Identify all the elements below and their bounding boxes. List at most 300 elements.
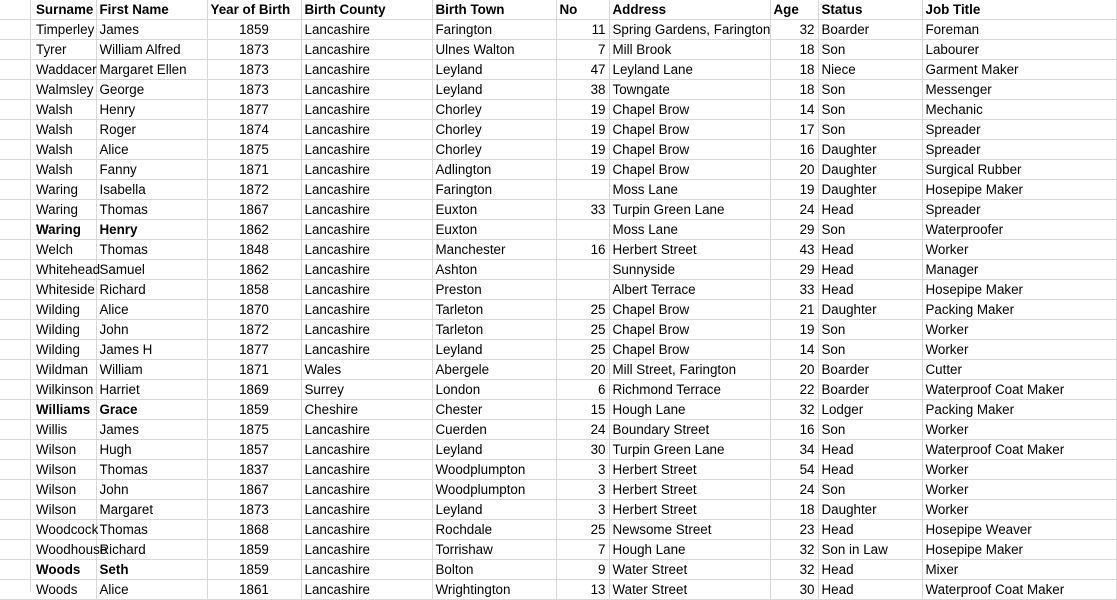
cell-no[interactable]: 6	[556, 380, 609, 400]
cell-address[interactable]: Chapel Brow	[609, 300, 770, 320]
cell-age[interactable]: 32	[770, 400, 818, 420]
cell-age[interactable]: 24	[770, 200, 818, 220]
cell-address[interactable]: Richmond Terrace	[609, 380, 770, 400]
cell-job-title[interactable]: Surgical Rubber	[922, 160, 1116, 180]
cell-year-of-birth[interactable]: 1859	[207, 20, 301, 40]
cell-surname[interactable]: Whitehead	[0, 260, 96, 280]
cell-age[interactable]: 20	[770, 360, 818, 380]
cell-address[interactable]: Moss Lane	[609, 180, 770, 200]
cell-no[interactable]: 3	[556, 460, 609, 480]
cell-job-title[interactable]: Hosepipe Maker	[922, 540, 1116, 560]
cell-age[interactable]: 54	[770, 460, 818, 480]
cell-first-name[interactable]: Thomas	[96, 240, 207, 260]
cell-no[interactable]: 25	[556, 300, 609, 320]
cell-birth-town[interactable]: Leyland	[432, 80, 556, 100]
cell-surname[interactable]: Wilson	[0, 500, 96, 520]
cell-job-title[interactable]: Worker	[922, 240, 1116, 260]
cell-first-name[interactable]: Richard	[96, 540, 207, 560]
cell-status[interactable]: Son	[818, 80, 922, 100]
cell-no[interactable]: 25	[556, 340, 609, 360]
cell-no[interactable]	[556, 220, 609, 240]
cell-age[interactable]: 20	[770, 160, 818, 180]
cell-surname[interactable]: Wilson	[0, 480, 96, 500]
cell-birth-town[interactable]: Woodplumpton	[432, 460, 556, 480]
cell-no[interactable]: 7	[556, 40, 609, 60]
cell-birth-town[interactable]: Bolton	[432, 560, 556, 580]
cell-no[interactable]: 3	[556, 480, 609, 500]
cell-address[interactable]: Herbert Street	[609, 240, 770, 260]
header-birth-town[interactable]: Birth Town	[432, 0, 556, 20]
cell-job-title[interactable]: Hosepipe Weaver	[922, 520, 1116, 540]
cell-surname[interactable]: Waddacer	[0, 60, 96, 80]
cell-status[interactable]: Son	[818, 120, 922, 140]
cell-no[interactable]: 13	[556, 580, 609, 600]
cell-address[interactable]: Leyland Lane	[609, 60, 770, 80]
cell-address[interactable]: Turpin Green Lane	[609, 440, 770, 460]
cell-job-title[interactable]: Messenger	[922, 80, 1116, 100]
cell-surname[interactable]: Walsh	[0, 160, 96, 180]
cell-year-of-birth[interactable]: 1877	[207, 340, 301, 360]
cell-first-name[interactable]: Henry	[96, 100, 207, 120]
cell-job-title[interactable]: Worker	[922, 420, 1116, 440]
cell-status[interactable]: Head	[818, 580, 922, 600]
cell-status[interactable]: Daughter	[818, 500, 922, 520]
cell-first-name[interactable]: Alice	[96, 580, 207, 600]
cell-birth-town[interactable]: Farington	[432, 180, 556, 200]
cell-job-title[interactable]: Labourer	[922, 40, 1116, 60]
cell-job-title[interactable]: Garment Maker	[922, 60, 1116, 80]
cell-surname[interactable]: Williams	[0, 400, 96, 420]
cell-status[interactable]: Head	[818, 260, 922, 280]
cell-year-of-birth[interactable]: 1861	[207, 580, 301, 600]
cell-birth-county[interactable]: Lancashire	[301, 460, 432, 480]
cell-status[interactable]: Head	[818, 440, 922, 460]
cell-first-name[interactable]: Alice	[96, 300, 207, 320]
cell-address[interactable]: Albert Terrace	[609, 280, 770, 300]
cell-address[interactable]: Herbert Street	[609, 460, 770, 480]
cell-age[interactable]: 18	[770, 500, 818, 520]
cell-no[interactable]: 47	[556, 60, 609, 80]
cell-year-of-birth[interactable]: 1868	[207, 520, 301, 540]
cell-age[interactable]: 29	[770, 220, 818, 240]
cell-job-title[interactable]: Manager	[922, 260, 1116, 280]
cell-no[interactable]	[556, 280, 609, 300]
cell-job-title[interactable]: Spreader	[922, 140, 1116, 160]
cell-surname[interactable]: Wildman	[0, 360, 96, 380]
cell-no[interactable]: 25	[556, 320, 609, 340]
cell-address[interactable]: Hough Lane	[609, 400, 770, 420]
cell-status[interactable]: Son	[818, 480, 922, 500]
cell-birth-town[interactable]: Tarleton	[432, 300, 556, 320]
cell-birth-county[interactable]: Lancashire	[301, 320, 432, 340]
header-no[interactable]: No	[556, 0, 609, 20]
cell-job-title[interactable]: Worker	[922, 460, 1116, 480]
cell-surname[interactable]: Waring	[0, 200, 96, 220]
cell-surname[interactable]: Waring	[0, 220, 96, 240]
cell-age[interactable]: 24	[770, 480, 818, 500]
cell-job-title[interactable]: Waterproofer	[922, 220, 1116, 240]
cell-age[interactable]: 22	[770, 380, 818, 400]
cell-age[interactable]: 19	[770, 180, 818, 200]
header-age[interactable]: Age	[770, 0, 818, 20]
cell-year-of-birth[interactable]: 1869	[207, 380, 301, 400]
cell-birth-town[interactable]: Chorley	[432, 100, 556, 120]
cell-job-title[interactable]: Hosepipe Maker	[922, 280, 1116, 300]
cell-year-of-birth[interactable]: 1859	[207, 560, 301, 580]
cell-surname[interactable]: Woods	[0, 580, 96, 600]
cell-status[interactable]: Head	[818, 280, 922, 300]
cell-birth-town[interactable]: Wrightington	[432, 580, 556, 600]
cell-job-title[interactable]: Worker	[922, 500, 1116, 520]
cell-birth-county[interactable]: Lancashire	[301, 40, 432, 60]
cell-status[interactable]: Son	[818, 40, 922, 60]
cell-age[interactable]: 17	[770, 120, 818, 140]
cell-surname[interactable]: Walsh	[0, 100, 96, 120]
cell-birth-town[interactable]: Ulnes Walton	[432, 40, 556, 60]
cell-surname[interactable]: Welch	[0, 240, 96, 260]
cell-status[interactable]: Head	[818, 240, 922, 260]
cell-age[interactable]: 21	[770, 300, 818, 320]
cell-status[interactable]: Son	[818, 420, 922, 440]
cell-birth-town[interactable]: Woodplumpton	[432, 480, 556, 500]
cell-first-name[interactable]: Fanny	[96, 160, 207, 180]
cell-birth-town[interactable]: London	[432, 380, 556, 400]
cell-age[interactable]: 32	[770, 20, 818, 40]
cell-birth-county[interactable]: Lancashire	[301, 240, 432, 260]
cell-birth-county[interactable]: Lancashire	[301, 300, 432, 320]
header-first-name[interactable]: First Name	[96, 0, 207, 20]
cell-address[interactable]: Turpin Green Lane	[609, 200, 770, 220]
cell-status[interactable]: Son	[818, 320, 922, 340]
cell-first-name[interactable]: Hugh	[96, 440, 207, 460]
header-year-of-birth[interactable]: Year of Birth	[207, 0, 301, 20]
cell-address[interactable]: Chapel Brow	[609, 160, 770, 180]
cell-address[interactable]: Moss Lane	[609, 220, 770, 240]
cell-surname[interactable]: Woods	[0, 560, 96, 580]
cell-status[interactable]: Son in Law	[818, 540, 922, 560]
cell-address[interactable]: Mill Street, Farington	[609, 360, 770, 380]
cell-job-title[interactable]: Mechanic	[922, 100, 1116, 120]
cell-birth-town[interactable]: Farington	[432, 20, 556, 40]
cell-status[interactable]: Head	[818, 520, 922, 540]
cell-surname[interactable]: Woodhouse	[0, 540, 96, 560]
cell-surname[interactable]: Wilson	[0, 440, 96, 460]
cell-job-title[interactable]: Packing Maker	[922, 400, 1116, 420]
cell-year-of-birth[interactable]: 1867	[207, 200, 301, 220]
cell-surname[interactable]: Walsh	[0, 140, 96, 160]
cell-no[interactable]	[556, 260, 609, 280]
cell-job-title[interactable]: Waterproof Coat Maker	[922, 440, 1116, 460]
cell-address[interactable]: Hough Lane	[609, 540, 770, 560]
cell-age[interactable]: 16	[770, 420, 818, 440]
cell-year-of-birth[interactable]: 1873	[207, 80, 301, 100]
cell-first-name[interactable]: James	[96, 420, 207, 440]
header-status[interactable]: Status	[818, 0, 922, 20]
cell-no[interactable]: 33	[556, 200, 609, 220]
cell-address[interactable]: Boundary Street	[609, 420, 770, 440]
cell-status[interactable]: Head	[818, 200, 922, 220]
cell-age[interactable]: 23	[770, 520, 818, 540]
cell-birth-county[interactable]: Lancashire	[301, 580, 432, 600]
cell-surname[interactable]: Walmsley	[0, 80, 96, 100]
cell-job-title[interactable]: Worker	[922, 480, 1116, 500]
cell-year-of-birth[interactable]: 1837	[207, 460, 301, 480]
cell-age[interactable]: 43	[770, 240, 818, 260]
cell-first-name[interactable]: Thomas	[96, 200, 207, 220]
cell-status[interactable]: Head	[818, 460, 922, 480]
cell-no[interactable]: 19	[556, 100, 609, 120]
cell-first-name[interactable]: Thomas	[96, 460, 207, 480]
cell-address[interactable]: Newsome Street	[609, 520, 770, 540]
cell-birth-county[interactable]: Lancashire	[301, 100, 432, 120]
cell-address[interactable]: Water Street	[609, 560, 770, 580]
cell-status[interactable]: Niece	[818, 60, 922, 80]
cell-birth-county[interactable]: Surrey	[301, 380, 432, 400]
cell-birth-county[interactable]: Lancashire	[301, 220, 432, 240]
cell-birth-town[interactable]: Torrishaw	[432, 540, 556, 560]
cell-surname[interactable]: Wilkinson	[0, 380, 96, 400]
cell-no[interactable]: 30	[556, 440, 609, 460]
cell-year-of-birth[interactable]: 1874	[207, 120, 301, 140]
cell-no[interactable]: 16	[556, 240, 609, 260]
cell-year-of-birth[interactable]: 1867	[207, 480, 301, 500]
cell-first-name[interactable]: Samuel	[96, 260, 207, 280]
cell-no[interactable]: 24	[556, 420, 609, 440]
cell-surname[interactable]: Wilding	[0, 340, 96, 360]
cell-birth-town[interactable]: Adlington	[432, 160, 556, 180]
cell-birth-town[interactable]: Euxton	[432, 220, 556, 240]
cell-status[interactable]: Daughter	[818, 180, 922, 200]
cell-no[interactable]: 25	[556, 520, 609, 540]
cell-no[interactable]: 11	[556, 20, 609, 40]
cell-birth-county[interactable]: Lancashire	[301, 160, 432, 180]
header-job-title[interactable]: Job Title	[922, 0, 1116, 20]
cell-birth-county[interactable]: Lancashire	[301, 280, 432, 300]
cell-status[interactable]: Lodger	[818, 400, 922, 420]
cell-address[interactable]: Spring Gardens, Farington	[609, 20, 770, 40]
cell-year-of-birth[interactable]: 1857	[207, 440, 301, 460]
cell-surname[interactable]: Timperley	[0, 20, 96, 40]
cell-birth-county[interactable]: Lancashire	[301, 200, 432, 220]
cell-birth-county[interactable]: Lancashire	[301, 20, 432, 40]
cell-first-name[interactable]: Margaret	[96, 500, 207, 520]
cell-age[interactable]: 29	[770, 260, 818, 280]
cell-birth-county[interactable]: Wales	[301, 360, 432, 380]
cell-no[interactable]: 19	[556, 140, 609, 160]
cell-first-name[interactable]: James	[96, 20, 207, 40]
cell-job-title[interactable]: Worker	[922, 320, 1116, 340]
cell-year-of-birth[interactable]: 1862	[207, 220, 301, 240]
cell-address[interactable]: Chapel Brow	[609, 340, 770, 360]
cell-no[interactable]: 9	[556, 560, 609, 580]
cell-year-of-birth[interactable]: 1872	[207, 320, 301, 340]
cell-birth-county[interactable]: Lancashire	[301, 520, 432, 540]
cell-birth-town[interactable]: Leyland	[432, 340, 556, 360]
cell-birth-town[interactable]: Abergele	[432, 360, 556, 380]
cell-first-name[interactable]: William	[96, 360, 207, 380]
cell-age[interactable]: 34	[770, 440, 818, 460]
cell-first-name[interactable]: John	[96, 480, 207, 500]
cell-status[interactable]: Boarder	[818, 20, 922, 40]
cell-status[interactable]: Boarder	[818, 380, 922, 400]
cell-no[interactable]: 3	[556, 500, 609, 520]
cell-year-of-birth[interactable]: 1862	[207, 260, 301, 280]
cell-birth-town[interactable]: Leyland	[432, 440, 556, 460]
cell-birth-town[interactable]: Cuerden	[432, 420, 556, 440]
cell-address[interactable]: Chapel Brow	[609, 320, 770, 340]
cell-status[interactable]: Daughter	[818, 140, 922, 160]
cell-birth-county[interactable]: Lancashire	[301, 420, 432, 440]
cell-birth-county[interactable]: Lancashire	[301, 480, 432, 500]
cell-birth-county[interactable]: Lancashire	[301, 60, 432, 80]
cell-birth-town[interactable]: Tarleton	[432, 320, 556, 340]
cell-address[interactable]: Towngate	[609, 80, 770, 100]
cell-job-title[interactable]: Waterproof Coat Maker	[922, 380, 1116, 400]
cell-no[interactable]: 38	[556, 80, 609, 100]
cell-status[interactable]: Daughter	[818, 300, 922, 320]
cell-year-of-birth[interactable]: 1859	[207, 540, 301, 560]
cell-first-name[interactable]: Richard	[96, 280, 207, 300]
cell-status[interactable]: Head	[818, 560, 922, 580]
cell-first-name[interactable]: Grace	[96, 400, 207, 420]
cell-birth-county[interactable]: Lancashire	[301, 560, 432, 580]
cell-surname[interactable]: Wilson	[0, 460, 96, 480]
cell-address[interactable]: Water Street	[609, 580, 770, 600]
cell-surname[interactable]: Wilding	[0, 320, 96, 340]
cell-first-name[interactable]: Henry	[96, 220, 207, 240]
cell-age[interactable]: 30	[770, 580, 818, 600]
cell-first-name[interactable]: Harriet	[96, 380, 207, 400]
cell-birth-county[interactable]: Cheshire	[301, 400, 432, 420]
cell-job-title[interactable]: Cutter	[922, 360, 1116, 380]
cell-first-name[interactable]: George	[96, 80, 207, 100]
cell-year-of-birth[interactable]: 1871	[207, 360, 301, 380]
cell-first-name[interactable]: Thomas	[96, 520, 207, 540]
cell-birth-county[interactable]: Lancashire	[301, 80, 432, 100]
cell-year-of-birth[interactable]: 1873	[207, 60, 301, 80]
cell-age[interactable]: 33	[770, 280, 818, 300]
cell-address[interactable]: Mill Brook	[609, 40, 770, 60]
cell-birth-county[interactable]: Lancashire	[301, 140, 432, 160]
cell-no[interactable]	[556, 180, 609, 200]
cell-status[interactable]: Son	[818, 220, 922, 240]
cell-birth-town[interactable]: Chorley	[432, 120, 556, 140]
header-address[interactable]: Address	[609, 0, 770, 20]
cell-address[interactable]: Chapel Brow	[609, 100, 770, 120]
cell-first-name[interactable]: William Alfred	[96, 40, 207, 60]
cell-job-title[interactable]: Spreader	[922, 120, 1116, 140]
cell-year-of-birth[interactable]: 1871	[207, 160, 301, 180]
cell-no[interactable]: 19	[556, 120, 609, 140]
cell-birth-town[interactable]: Chester	[432, 400, 556, 420]
cell-year-of-birth[interactable]: 1873	[207, 500, 301, 520]
cell-no[interactable]: 15	[556, 400, 609, 420]
cell-job-title[interactable]: Waterproof Coat Maker	[922, 580, 1116, 600]
cell-surname[interactable]: Tyrer	[0, 40, 96, 60]
cell-birth-town[interactable]: Preston	[432, 280, 556, 300]
cell-job-title[interactable]: Spreader	[922, 200, 1116, 220]
cell-first-name[interactable]: Isabella	[96, 180, 207, 200]
cell-birth-county[interactable]: Lancashire	[301, 260, 432, 280]
cell-year-of-birth[interactable]: 1859	[207, 400, 301, 420]
cell-first-name[interactable]: Seth	[96, 560, 207, 580]
cell-birth-town[interactable]: Leyland	[432, 500, 556, 520]
cell-no[interactable]: 19	[556, 160, 609, 180]
cell-address[interactable]: Chapel Brow	[609, 140, 770, 160]
cell-first-name[interactable]: Margaret Ellen	[96, 60, 207, 80]
cell-year-of-birth[interactable]: 1873	[207, 40, 301, 60]
cell-surname[interactable]: Willis	[0, 420, 96, 440]
cell-no[interactable]: 7	[556, 540, 609, 560]
cell-birth-town[interactable]: Chorley	[432, 140, 556, 160]
cell-age[interactable]: 16	[770, 140, 818, 160]
cell-birth-county[interactable]: Lancashire	[301, 440, 432, 460]
cell-year-of-birth[interactable]: 1872	[207, 180, 301, 200]
cell-surname[interactable]: Walsh	[0, 120, 96, 140]
cell-age[interactable]: 14	[770, 100, 818, 120]
cell-job-title[interactable]: Mixer	[922, 560, 1116, 580]
cell-address[interactable]: Herbert Street	[609, 500, 770, 520]
cell-first-name[interactable]: Alice	[96, 140, 207, 160]
cell-job-title[interactable]: Hosepipe Maker	[922, 180, 1116, 200]
header-surname[interactable]: Surname	[0, 0, 96, 20]
cell-address[interactable]: Sunnyside	[609, 260, 770, 280]
cell-birth-town[interactable]: Rochdale	[432, 520, 556, 540]
cell-first-name[interactable]: John	[96, 320, 207, 340]
cell-status[interactable]: Son	[818, 100, 922, 120]
cell-status[interactable]: Boarder	[818, 360, 922, 380]
cell-status[interactable]: Daughter	[818, 160, 922, 180]
cell-birth-town[interactable]: Euxton	[432, 200, 556, 220]
cell-birth-county[interactable]: Lancashire	[301, 540, 432, 560]
cell-age[interactable]: 32	[770, 540, 818, 560]
cell-age[interactable]: 19	[770, 320, 818, 340]
cell-birth-town[interactable]: Ashton	[432, 260, 556, 280]
cell-birth-county[interactable]: Lancashire	[301, 120, 432, 140]
cell-birth-county[interactable]: Lancashire	[301, 500, 432, 520]
cell-year-of-birth[interactable]: 1870	[207, 300, 301, 320]
cell-birth-town[interactable]: Manchester	[432, 240, 556, 260]
cell-job-title[interactable]: Foreman	[922, 20, 1116, 40]
cell-year-of-birth[interactable]: 1848	[207, 240, 301, 260]
cell-age[interactable]: 14	[770, 340, 818, 360]
cell-no[interactable]: 20	[556, 360, 609, 380]
cell-surname[interactable]: Waring	[0, 180, 96, 200]
cell-address[interactable]: Herbert Street	[609, 480, 770, 500]
cell-age[interactable]: 18	[770, 80, 818, 100]
cell-age[interactable]: 18	[770, 40, 818, 60]
cell-age[interactable]: 32	[770, 560, 818, 580]
cell-year-of-birth[interactable]: 1858	[207, 280, 301, 300]
cell-job-title[interactable]: Packing Maker	[922, 300, 1116, 320]
cell-birth-county[interactable]: Lancashire	[301, 180, 432, 200]
cell-year-of-birth[interactable]: 1875	[207, 420, 301, 440]
cell-surname[interactable]: Wilding	[0, 300, 96, 320]
cell-birth-town[interactable]: Leyland	[432, 60, 556, 80]
cell-year-of-birth[interactable]: 1875	[207, 140, 301, 160]
cell-first-name[interactable]: Roger	[96, 120, 207, 140]
cell-address[interactable]: Chapel Brow	[609, 120, 770, 140]
cell-first-name[interactable]: James H	[96, 340, 207, 360]
header-birth-county[interactable]: Birth County	[301, 0, 432, 20]
cell-job-title[interactable]: Worker	[922, 340, 1116, 360]
cell-surname[interactable]: Whiteside	[0, 280, 96, 300]
cell-status[interactable]: Son	[818, 340, 922, 360]
cell-surname[interactable]: Woodcock	[0, 520, 96, 540]
cell-birth-county[interactable]: Lancashire	[301, 340, 432, 360]
cell-age[interactable]: 18	[770, 60, 818, 80]
cell-year-of-birth[interactable]: 1877	[207, 100, 301, 120]
